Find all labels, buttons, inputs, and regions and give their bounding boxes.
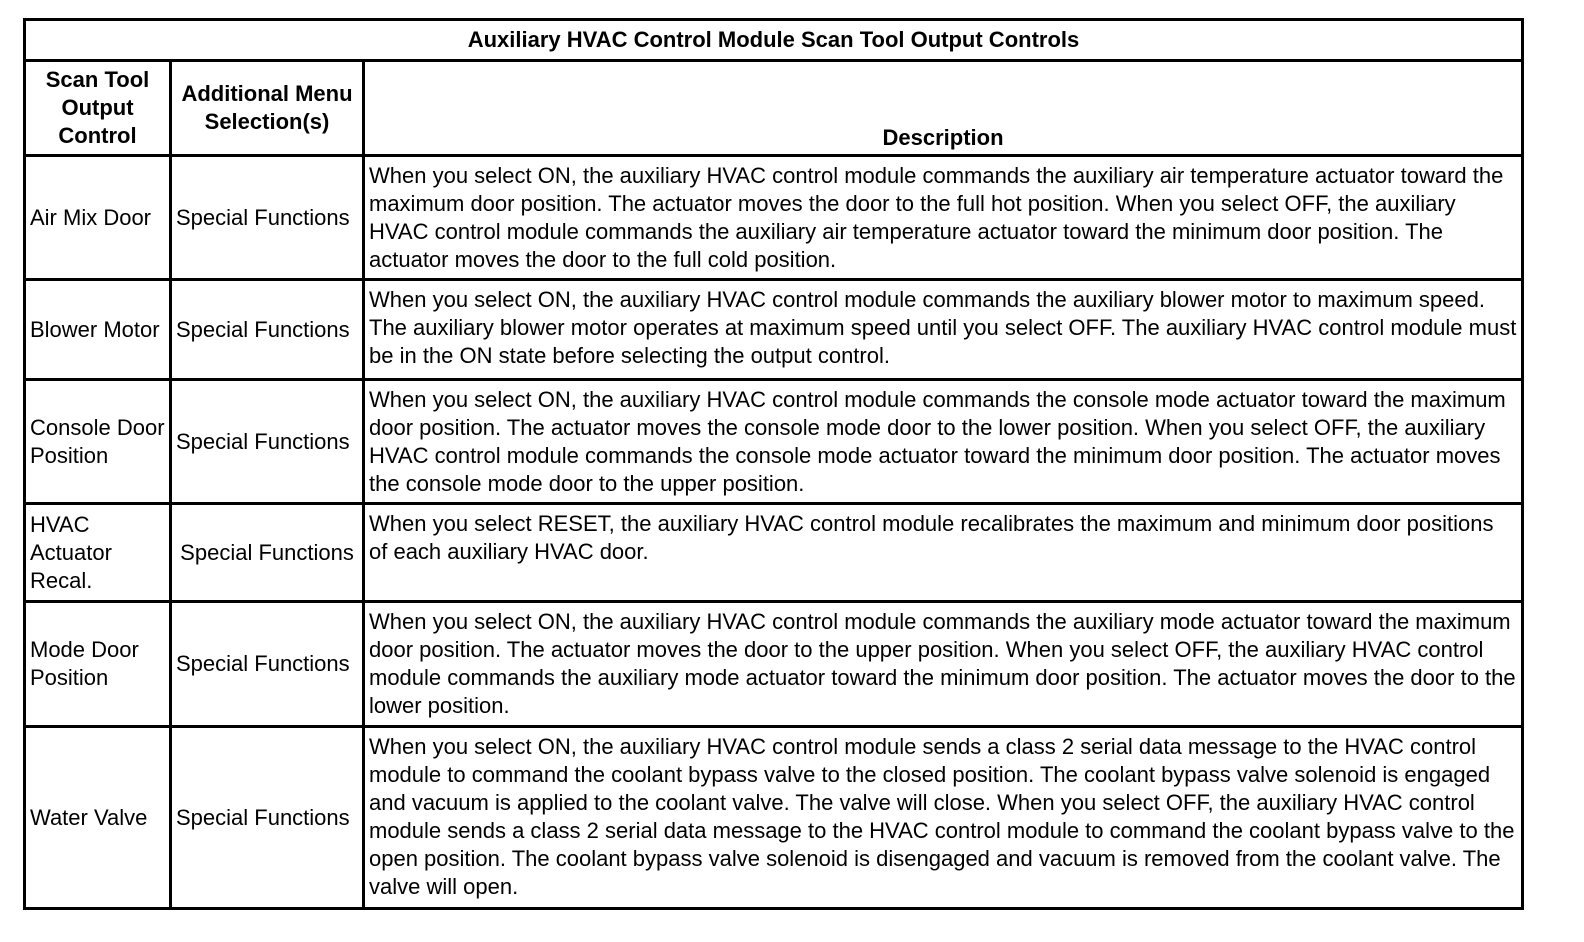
output-controls-table xyxy=(23,18,1524,910)
header-output-control: Scan Tool Output Control xyxy=(25,61,171,156)
header-menu-selections: Additional Menu Selection(s) xyxy=(171,61,364,156)
menu-cell: Special Functions xyxy=(171,380,364,504)
output-control-cell: Water Valve xyxy=(25,727,171,909)
table-row xyxy=(25,727,1523,909)
table-title: Auxiliary HVAC Control Module Scan Tool Output Controls xyxy=(25,20,1523,61)
description-cell: When you select RESET, the auxiliary HVAC control module recalibrates the maximum and minimum door positions of each auxiliary HVAC door. xyxy=(364,504,1523,602)
table-row xyxy=(25,156,1523,280)
output-control-cell: Air Mix Door xyxy=(25,156,171,280)
table-title-row xyxy=(25,20,1523,61)
menu-cell: Special Functions xyxy=(171,602,364,727)
menu-cell: Special Functions xyxy=(171,280,364,380)
description-cell: When you select ON, the auxiliary HVAC control module commands the auxiliary mode actuator toward the maximum door position. The actuator moves the door to the upper position. When you select OFF, the auxiliary HVAC control module commands the auxiliary mode actuator toward the minimum door position. The actuator moves the door to the lower position. xyxy=(364,602,1523,727)
description-cell: When you select ON, the auxiliary HVAC control module sends a class 2 serial data message to the HVAC control module to command the coolant bypass valve to the closed position. The coolant bypass valve solenoid is engaged and vacuum is applied to the coolant valve. The valve will close. When you select OFF, the auxiliary HVAC control module sends a class 2 serial data message to the HVAC control module to command the coolant bypass valve to the open position. The coolant bypass valve solenoid is disengaged and vacuum is removed from the coolant valve. The valve will open. xyxy=(364,727,1523,909)
description-cell: When you select ON, the auxiliary HVAC control module commands the console mode actuator toward the maximum door position. The actuator moves the console mode door to the lower position. When you select OFF, the auxiliary HVAC control module commands the console mode actuator toward the minimum door position. The actuator moves the console mode door to the upper position. xyxy=(364,380,1523,504)
menu-cell: Special Functions xyxy=(171,504,364,602)
output-control-cell: Blower Motor xyxy=(25,280,171,380)
table-header-row xyxy=(25,61,1523,156)
description-cell: When you select ON, the auxiliary HVAC control module commands the auxiliary air temperature actuator toward the maximum door position. The actuator moves the door to the full hot position. When you select OFF, the auxiliary HVAC control module commands the auxiliary air temperature actuator toward the minimum door position. The actuator moves the door to the full cold position. xyxy=(364,156,1523,280)
table-row xyxy=(25,504,1523,602)
output-control-cell: Console Door Position xyxy=(25,380,171,504)
table-row xyxy=(25,602,1523,727)
output-control-cell: HVAC Actuator Recal. xyxy=(25,504,171,602)
table-row xyxy=(25,280,1523,380)
menu-cell: Special Functions xyxy=(171,727,364,909)
menu-cell: Special Functions xyxy=(171,156,364,280)
table-row xyxy=(25,380,1523,504)
output-control-cell: Mode Door Position xyxy=(25,602,171,727)
description-cell: When you select ON, the auxiliary HVAC control module commands the auxiliary blower motor to maximum speed. The auxiliary blower motor operates at maximum speed until you select OFF. The auxiliary HVAC control module must be in the ON state before selecting the output control. xyxy=(364,280,1523,380)
header-description: Description xyxy=(364,61,1523,156)
